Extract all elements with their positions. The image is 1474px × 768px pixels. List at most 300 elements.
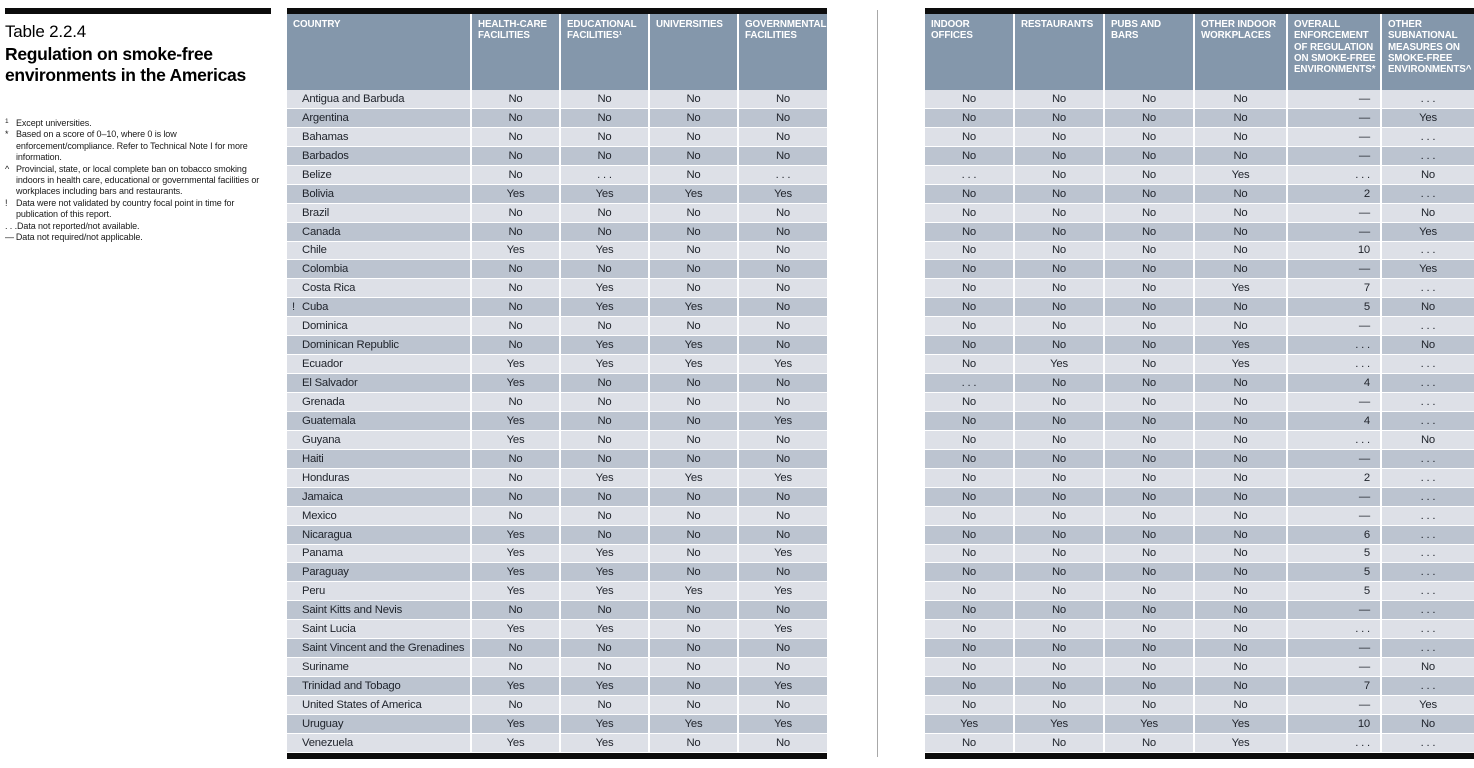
country-name: Haiti xyxy=(302,452,324,465)
footnote-item xyxy=(5,198,273,221)
value-cell: No xyxy=(925,526,1013,544)
value-cell: Yes xyxy=(1382,223,1474,241)
table-row xyxy=(287,563,827,582)
value-cell: No xyxy=(650,128,737,146)
column-header-governmental-facilities: GOVERNMENTAL FACILITIES xyxy=(739,14,827,90)
value-cell: No xyxy=(650,147,737,165)
footnote-text: Data not reported/not available. xyxy=(17,220,140,231)
value-cell: No xyxy=(1105,166,1193,184)
table-row xyxy=(925,677,1474,696)
value-cell: — xyxy=(1288,393,1380,411)
footnote-item xyxy=(5,232,273,243)
value-cell: No xyxy=(1015,90,1103,108)
table-row xyxy=(287,279,827,298)
table-row xyxy=(287,601,827,620)
value-cell: No xyxy=(472,507,559,525)
value-cell: No xyxy=(925,147,1013,165)
value-cell: No xyxy=(925,128,1013,146)
table-bottom-bar xyxy=(925,753,1474,759)
value-cell: No xyxy=(1015,639,1103,657)
table-row xyxy=(925,450,1474,469)
value-cell: No xyxy=(1382,336,1474,354)
value-cell: — xyxy=(1288,696,1380,714)
value-cell: No xyxy=(1015,601,1103,619)
value-cell: No xyxy=(561,393,648,411)
country-cell xyxy=(287,450,470,468)
value-cell: . . . xyxy=(1382,469,1474,487)
value-cell: . . . xyxy=(1382,450,1474,468)
value-cell: No xyxy=(925,109,1013,127)
table-row xyxy=(287,620,827,639)
value-cell: No xyxy=(561,431,648,449)
table-row xyxy=(925,298,1474,317)
value-cell: No xyxy=(1015,242,1103,260)
table-row xyxy=(287,450,827,469)
value-cell: Yes xyxy=(739,469,827,487)
value-cell: Yes xyxy=(561,545,648,563)
value-cell: No xyxy=(925,204,1013,222)
column-header-indoor-offices: INDOOR OFFICES xyxy=(925,14,1013,90)
footnote-item xyxy=(5,116,273,129)
value-cell: Yes xyxy=(472,185,559,203)
table-row xyxy=(925,563,1474,582)
value-cell: No xyxy=(739,431,827,449)
country-cell xyxy=(287,469,470,487)
value-cell: No xyxy=(1105,696,1193,714)
table-header-row xyxy=(287,14,827,90)
value-cell: No xyxy=(1015,185,1103,203)
country-cell xyxy=(287,677,470,695)
value-cell: No xyxy=(1195,507,1286,525)
table-row xyxy=(287,166,827,185)
value-cell: No xyxy=(1195,582,1286,600)
value-cell: Yes xyxy=(472,526,559,544)
country-name: Guyana xyxy=(302,433,341,446)
footnote-text: Data were not validated by country focal point in time for publication of this report. xyxy=(16,197,235,220)
value-cell: No xyxy=(739,639,827,657)
country-cell xyxy=(287,393,470,411)
country-cell xyxy=(287,336,470,354)
country-name: Suriname xyxy=(302,661,349,674)
country-name: Jamaica xyxy=(302,490,343,503)
country-cell xyxy=(287,147,470,165)
value-cell: . . . xyxy=(739,166,827,184)
value-cell: Yes xyxy=(1195,279,1286,297)
country-cell xyxy=(287,658,470,676)
right-table xyxy=(925,8,1474,759)
value-cell: No xyxy=(650,488,737,506)
value-cell: No xyxy=(1195,374,1286,392)
value-cell: No xyxy=(561,223,648,241)
value-cell: No xyxy=(1382,166,1474,184)
value-cell: No xyxy=(925,469,1013,487)
value-cell: No xyxy=(1015,696,1103,714)
value-cell: Yes xyxy=(472,677,559,695)
footnote-text: Except universities. xyxy=(16,118,92,128)
value-cell: 7 xyxy=(1288,279,1380,297)
value-cell: No xyxy=(472,260,559,278)
table-row xyxy=(925,204,1474,223)
country-cell xyxy=(287,601,470,619)
value-cell: . . . xyxy=(1382,507,1474,525)
value-cell: Yes xyxy=(561,734,648,752)
table-row xyxy=(287,412,827,431)
value-cell: No xyxy=(472,147,559,165)
country-cell xyxy=(287,298,470,316)
column-header-other-indoor-workplaces: OTHER INDOOR WORKPLACES xyxy=(1195,14,1286,90)
value-cell: . . . xyxy=(1382,639,1474,657)
value-cell: No xyxy=(1195,242,1286,260)
country-name: Argentina xyxy=(302,111,349,124)
value-cell: No xyxy=(925,393,1013,411)
value-cell: Yes xyxy=(472,563,559,581)
value-cell: No xyxy=(1015,109,1103,127)
footnote-item xyxy=(5,164,273,198)
value-cell: — xyxy=(1288,204,1380,222)
column-header-other-subnational-measures: OTHER SUBNATIONAL MEASURES ON SMOKE-FREE ENVIRONMENTS^ xyxy=(1382,14,1474,90)
value-cell: 2 xyxy=(1288,469,1380,487)
country-cell xyxy=(287,185,470,203)
country-name: Belize xyxy=(302,168,332,181)
value-cell: No xyxy=(739,526,827,544)
country-name: United States of America xyxy=(302,698,422,711)
value-cell: 10 xyxy=(1288,715,1380,733)
country-cell xyxy=(287,526,470,544)
country-name: Venezuela xyxy=(302,736,353,749)
value-cell: No xyxy=(1105,279,1193,297)
country-cell xyxy=(287,317,470,335)
value-cell: No xyxy=(472,90,559,108)
value-cell: . . . xyxy=(1382,601,1474,619)
value-cell: No xyxy=(472,317,559,335)
table-row xyxy=(925,412,1474,431)
value-cell: No xyxy=(1105,128,1193,146)
country-name: Cuba xyxy=(302,301,329,314)
value-cell: No xyxy=(1015,317,1103,335)
value-cell: No xyxy=(1195,204,1286,222)
value-cell: 5 xyxy=(1288,298,1380,316)
value-cell: No xyxy=(1105,677,1193,695)
value-cell: No xyxy=(472,469,559,487)
country-name: Chile xyxy=(302,244,327,257)
value-cell: . . . xyxy=(1288,336,1380,354)
value-cell: . . . xyxy=(1382,677,1474,695)
value-cell: No xyxy=(1195,677,1286,695)
value-cell: No xyxy=(1105,374,1193,392)
value-cell: No xyxy=(1195,450,1286,468)
value-cell: No xyxy=(925,298,1013,316)
value-cell: No xyxy=(561,260,648,278)
value-cell: No xyxy=(561,412,648,430)
value-cell: No xyxy=(1015,563,1103,581)
value-cell: No xyxy=(1105,260,1193,278)
value-cell: No xyxy=(472,279,559,297)
value-cell: Yes xyxy=(739,545,827,563)
value-cell: No xyxy=(739,90,827,108)
table-row xyxy=(287,317,827,336)
value-cell: No xyxy=(1105,90,1193,108)
table-row xyxy=(287,639,827,658)
value-cell: No xyxy=(472,696,559,714)
value-cell: No xyxy=(925,639,1013,657)
value-cell: No xyxy=(1195,109,1286,127)
value-cell: No xyxy=(1195,223,1286,241)
value-cell: No xyxy=(1105,639,1193,657)
value-cell: No xyxy=(1105,582,1193,600)
value-cell: No xyxy=(1105,242,1193,260)
table-row xyxy=(287,223,827,242)
value-cell: Yes xyxy=(925,715,1013,733)
value-cell: No xyxy=(561,147,648,165)
country-cell xyxy=(287,715,470,733)
country-cell xyxy=(287,582,470,600)
country-cell xyxy=(287,431,470,449)
value-cell: . . . xyxy=(1288,355,1380,373)
table-row xyxy=(925,166,1474,185)
value-cell: No xyxy=(472,488,559,506)
footnote-marker: . . . xyxy=(5,220,18,231)
value-cell: Yes xyxy=(650,469,737,487)
footnote-item xyxy=(5,221,273,232)
value-cell: No xyxy=(925,223,1013,241)
value-cell: Yes xyxy=(472,582,559,600)
value-cell: No xyxy=(1195,185,1286,203)
value-cell: No xyxy=(1382,431,1474,449)
value-cell: Yes xyxy=(650,185,737,203)
table-header-row xyxy=(925,14,1474,90)
country-cell xyxy=(287,128,470,146)
value-cell: . . . xyxy=(1382,412,1474,430)
value-cell: No xyxy=(739,204,827,222)
value-cell: No xyxy=(1105,412,1193,430)
value-cell: Yes xyxy=(561,677,648,695)
country-name: Brazil xyxy=(302,206,330,219)
table-row xyxy=(925,279,1474,298)
value-cell: . . . xyxy=(1382,734,1474,752)
value-cell: Yes xyxy=(739,677,827,695)
value-cell: No xyxy=(925,658,1013,676)
table-row xyxy=(925,374,1474,393)
value-cell: Yes xyxy=(650,582,737,600)
value-cell: Yes xyxy=(561,620,648,638)
value-cell: No xyxy=(739,147,827,165)
value-cell: No xyxy=(1195,412,1286,430)
table-row xyxy=(287,355,827,374)
country-name: Ecuador xyxy=(302,358,343,371)
tables-divider xyxy=(877,10,878,757)
country-cell xyxy=(287,374,470,392)
row-flag: ! xyxy=(292,301,295,314)
value-cell: No xyxy=(1195,298,1286,316)
value-cell: No xyxy=(472,223,559,241)
value-cell: No xyxy=(1195,620,1286,638)
value-cell: No xyxy=(925,90,1013,108)
value-cell: No xyxy=(1015,147,1103,165)
value-cell: No xyxy=(1015,260,1103,278)
value-cell: No xyxy=(925,431,1013,449)
value-cell: Yes xyxy=(1195,734,1286,752)
value-cell: No xyxy=(1015,526,1103,544)
value-cell: — xyxy=(1288,128,1380,146)
value-cell: No xyxy=(1015,374,1103,392)
value-cell: . . . xyxy=(1288,166,1380,184)
table-row xyxy=(287,431,827,450)
value-cell: No xyxy=(1195,90,1286,108)
value-cell: Yes xyxy=(472,355,559,373)
value-cell: No xyxy=(650,317,737,335)
value-cell: . . . xyxy=(1382,374,1474,392)
value-cell: Yes xyxy=(739,412,827,430)
table-row xyxy=(925,431,1474,450)
value-cell: No xyxy=(650,620,737,638)
value-cell: Yes xyxy=(561,279,648,297)
value-cell: No xyxy=(1015,677,1103,695)
table-row xyxy=(287,507,827,526)
value-cell: No xyxy=(1195,696,1286,714)
table-body xyxy=(287,90,827,753)
country-name: Dominican Republic xyxy=(302,339,399,352)
value-cell: No xyxy=(925,563,1013,581)
value-cell: No xyxy=(561,317,648,335)
column-header-pubs-and-bars: PUBS AND BARS xyxy=(1105,14,1193,90)
column-header-country: COUNTRY xyxy=(287,14,470,90)
value-cell: — xyxy=(1288,317,1380,335)
table-row xyxy=(287,488,827,507)
value-cell: No xyxy=(739,507,827,525)
value-cell: No xyxy=(925,677,1013,695)
value-cell: No xyxy=(1105,393,1193,411)
value-cell: No xyxy=(1015,545,1103,563)
value-cell: No xyxy=(925,279,1013,297)
value-cell: No xyxy=(739,488,827,506)
table-row xyxy=(925,715,1474,734)
table-row xyxy=(287,734,827,753)
table-row xyxy=(287,204,827,223)
value-cell: No xyxy=(1105,450,1193,468)
value-cell: No xyxy=(1195,431,1286,449)
value-cell: No xyxy=(1105,601,1193,619)
value-cell: No xyxy=(561,109,648,127)
value-cell: No xyxy=(650,242,737,260)
value-cell: No xyxy=(1195,317,1286,335)
table-row xyxy=(287,715,827,734)
table-row xyxy=(287,526,827,545)
value-cell: No xyxy=(472,298,559,316)
top-rule xyxy=(5,8,271,14)
value-cell: No xyxy=(1015,279,1103,297)
value-cell: No xyxy=(650,563,737,581)
table-row xyxy=(287,242,827,261)
value-cell: No xyxy=(925,582,1013,600)
value-cell: Yes xyxy=(472,734,559,752)
value-cell: No xyxy=(1105,298,1193,316)
value-cell: No xyxy=(1015,658,1103,676)
value-cell: No xyxy=(472,166,559,184)
value-cell: No xyxy=(1195,393,1286,411)
value-cell: No xyxy=(650,109,737,127)
value-cell: No xyxy=(925,696,1013,714)
table-row xyxy=(287,260,827,279)
value-cell: No xyxy=(650,431,737,449)
value-cell: . . . xyxy=(1382,545,1474,563)
value-cell: Yes xyxy=(561,715,648,733)
value-cell: Yes xyxy=(561,336,648,354)
value-cell: No xyxy=(1105,488,1193,506)
value-cell: No xyxy=(739,393,827,411)
value-cell: Yes xyxy=(472,374,559,392)
footnotes xyxy=(5,116,273,243)
value-cell: No xyxy=(1105,469,1193,487)
value-cell: No xyxy=(650,526,737,544)
value-cell: No xyxy=(925,450,1013,468)
value-cell: Yes xyxy=(1195,355,1286,373)
value-cell: No xyxy=(650,450,737,468)
value-cell: . . . xyxy=(1288,734,1380,752)
value-cell: . . . xyxy=(1382,147,1474,165)
value-cell: No xyxy=(1382,204,1474,222)
column-header-restaurants: RESTAURANTS xyxy=(1015,14,1103,90)
table-row xyxy=(925,317,1474,336)
value-cell: No xyxy=(739,734,827,752)
value-cell: No xyxy=(1195,526,1286,544)
value-cell: No xyxy=(650,696,737,714)
country-name: Peru xyxy=(302,585,326,598)
value-cell: Yes xyxy=(1195,715,1286,733)
footnote-marker: — xyxy=(5,232,14,243)
country-name: Canada xyxy=(302,225,341,238)
country-name: Guatemala xyxy=(302,414,356,427)
value-cell: No xyxy=(925,488,1013,506)
value-cell: No xyxy=(1105,431,1193,449)
column-header-health-care-facilities: HEALTH-CARE FACILITIES xyxy=(472,14,559,90)
table-row xyxy=(925,469,1474,488)
value-cell: No xyxy=(739,279,827,297)
value-cell: No xyxy=(739,696,827,714)
table-row xyxy=(287,658,827,677)
value-cell: No xyxy=(1015,620,1103,638)
column-header-educational-facilities: EDUCATIONAL FACILITIES¹ xyxy=(561,14,648,90)
value-cell: — xyxy=(1288,109,1380,127)
value-cell: No xyxy=(925,355,1013,373)
value-cell: . . . xyxy=(1288,431,1380,449)
table-row xyxy=(925,545,1474,564)
value-cell: Yes xyxy=(472,431,559,449)
value-cell: Yes xyxy=(739,620,827,638)
table-row xyxy=(925,488,1474,507)
value-cell: No xyxy=(739,128,827,146)
value-cell: No xyxy=(650,279,737,297)
value-cell: No xyxy=(561,601,648,619)
country-name: Panama xyxy=(302,547,343,560)
value-cell: — xyxy=(1288,639,1380,657)
footnote-marker: ! xyxy=(5,197,8,208)
country-name: Antigua and Barbuda xyxy=(302,92,405,105)
value-cell: — xyxy=(1288,147,1380,165)
value-cell: No xyxy=(925,412,1013,430)
value-cell: Yes xyxy=(561,355,648,373)
value-cell: No xyxy=(925,260,1013,278)
value-cell: No xyxy=(472,658,559,676)
value-cell: No xyxy=(739,317,827,335)
value-cell: . . . xyxy=(1382,488,1474,506)
value-cell: No xyxy=(472,204,559,222)
value-cell: . . . xyxy=(561,166,648,184)
value-cell: Yes xyxy=(472,545,559,563)
value-cell: . . . xyxy=(1382,393,1474,411)
value-cell: No xyxy=(650,90,737,108)
value-cell: — xyxy=(1288,90,1380,108)
table-row xyxy=(925,507,1474,526)
